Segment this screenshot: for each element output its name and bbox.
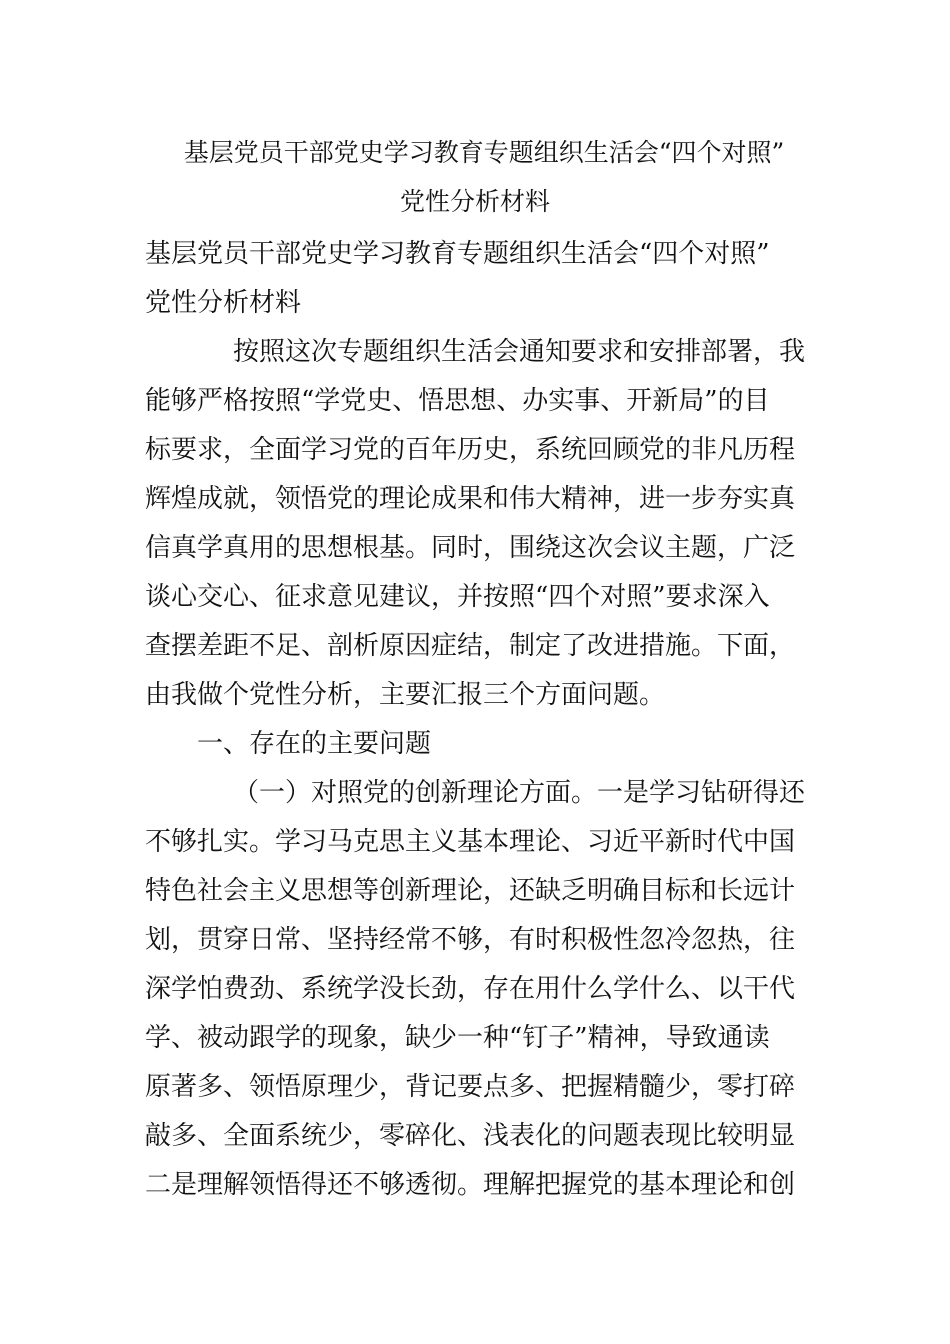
- paragraph-2-line: 划，贯穿日常、坚持经常不够，有时积极性忽冷忽热，往: [145, 925, 796, 955]
- title-line-2: 党性分析材料: [399, 187, 550, 216]
- paragraph-1-line: 查摆差距不足、剖析原因症结，制定了改进措施。下面，: [145, 631, 796, 661]
- paragraph-2-line: 特色社会主义思想等创新理论，还缺乏明确目标和长远计: [145, 876, 796, 906]
- document-title: [0, 128, 950, 226]
- paragraph-2-line: 二是理解领悟得还不够透彻。理解把握党的基本理论和创: [145, 1170, 796, 1200]
- paragraph-1-line: 辉煌成就，领悟党的理论成果和伟大精神，进一步夯实真: [145, 484, 796, 514]
- repeat-title-line-2: 党性分析材料: [145, 288, 302, 318]
- paragraph-1-line: 谈心交心、征求意见建议，并按照“四个对照”要求深入: [145, 582, 770, 612]
- paragraph-1-line: 由我做个党性分析，主要汇报三个方面问题。: [145, 680, 666, 710]
- paragraph-2-line: 学、被动跟学的现象，缺少一种“钉子”精神，导致通读: [145, 1023, 770, 1053]
- paragraph-2-line: （一）对照党的创新理论方面。一是学习钻研得还: [233, 778, 806, 808]
- section-heading: 一、存在的主要问题: [197, 729, 432, 759]
- title-line-1: 基层党员干部党史学习教育专题组织生活会“四个对照”: [183, 138, 785, 167]
- paragraph-1-line: 标要求，全面学习党的百年历史，系统回顾党的非凡历程: [145, 435, 796, 465]
- paragraph-1-line: 按照这次专题组织生活会通知要求和安排部署，我: [233, 337, 806, 367]
- paragraph-2-line: 深学怕费劲、系统学没长劲，存在用什么学什么、以干代: [145, 974, 796, 1004]
- paragraph-2-line: 原著多、领悟原理少，背记要点多、把握精髓少，零打碎: [145, 1072, 796, 1102]
- paragraph-1-line: 能够严格按照“学党史、悟思想、办实事、开新局”的目: [145, 386, 770, 416]
- paragraph-2-line: 敲多、全面系统少，零碎化、浅表化的问题表现比较明显: [145, 1121, 796, 1151]
- paragraph-1-line: 信真学真用的思想根基。同时，围绕这次会议主题，广泛: [145, 533, 796, 563]
- paragraph-2-line: 不够扎实。学习马克思主义基本理论、习近平新时代中国: [145, 827, 796, 857]
- document-body: [145, 230, 810, 1210]
- repeat-title-line-1: 基层党员干部党史学习教育专题组织生活会“四个对照”: [145, 239, 770, 269]
